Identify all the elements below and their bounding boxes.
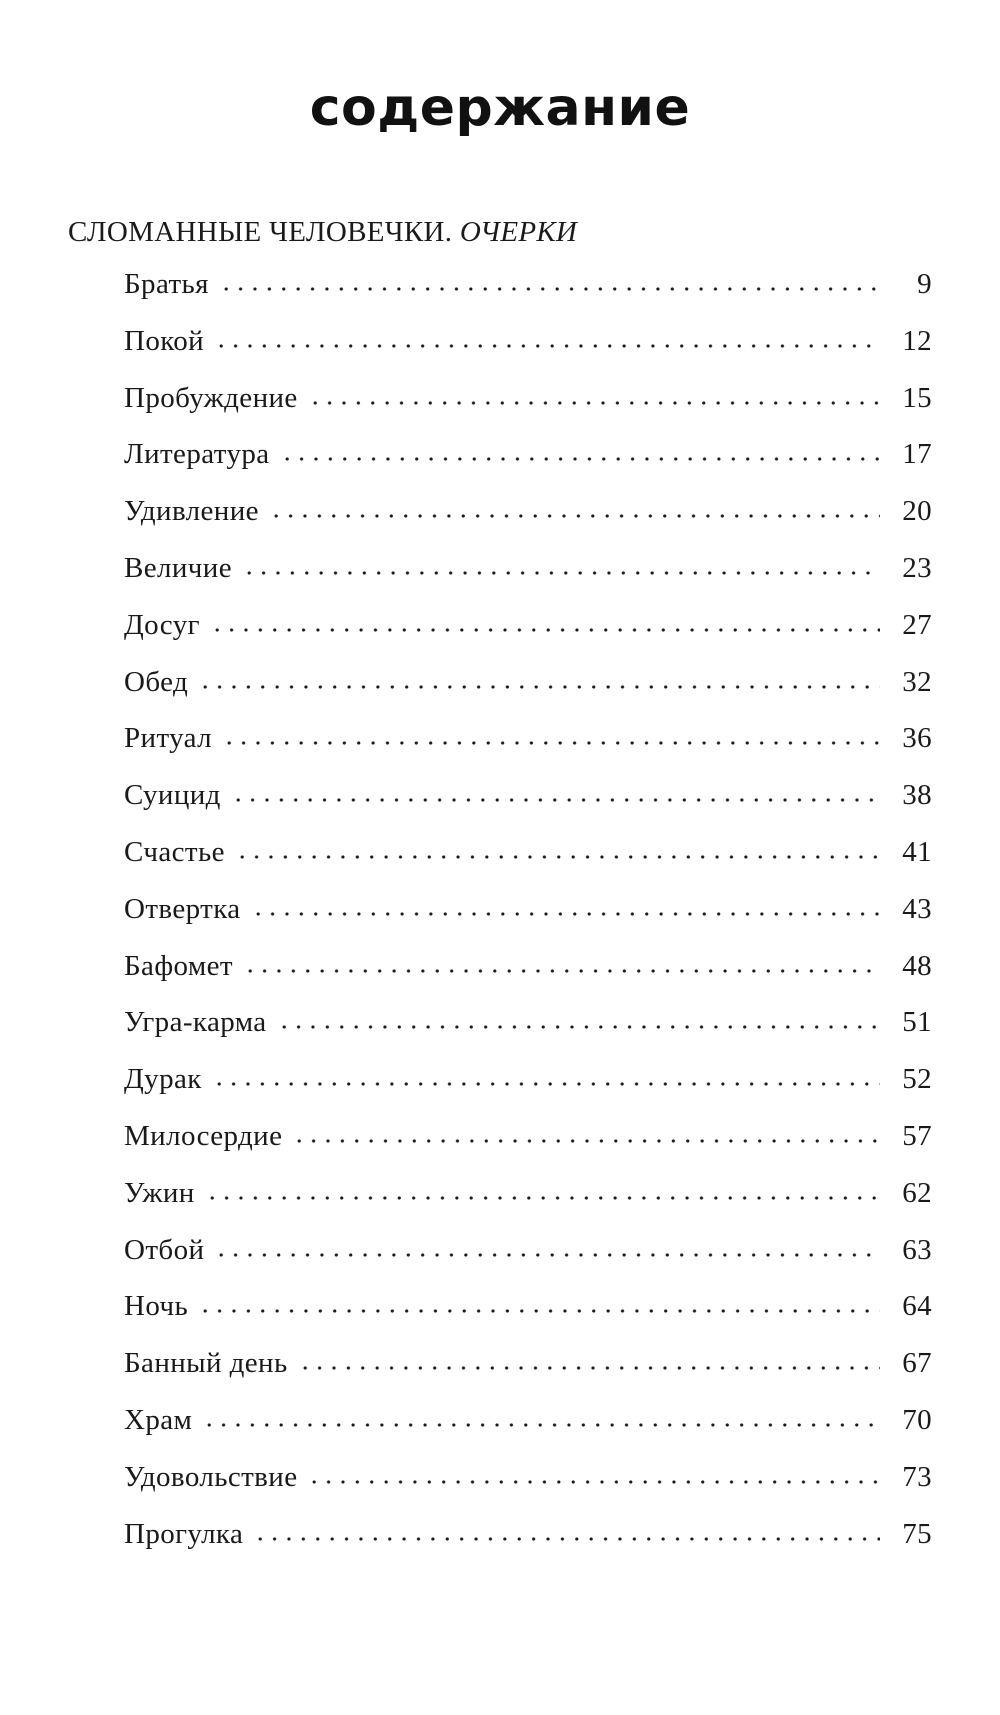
toc-entry-page-number: 52 — [902, 1063, 932, 1096]
dot-leader — [277, 1025, 880, 1029]
toc-entry-title: Храм — [124, 1403, 193, 1436]
toc-entry — [124, 1347, 932, 1404]
dot-leader — [214, 1253, 880, 1257]
dot-leader — [222, 741, 880, 745]
dot-leader — [253, 1537, 880, 1541]
toc-entry-page-number: 48 — [902, 949, 932, 982]
toc-entry-page-number: 43 — [902, 892, 932, 925]
toc-entry — [124, 325, 932, 382]
toc-entry-title: Прогулка — [124, 1517, 244, 1550]
toc-entry-title: Угра-карма — [124, 1006, 267, 1039]
toc-entry-title: Обед — [124, 665, 189, 698]
dot-leader — [202, 1423, 880, 1427]
dot-leader — [198, 1309, 880, 1313]
toc-entry-title: Суицид — [124, 779, 221, 812]
toc-entry — [124, 950, 932, 1007]
dot-leader — [205, 1196, 880, 1200]
toc-entry-title: Покой — [124, 324, 205, 357]
toc-entry-title: Удовольствие — [124, 1460, 298, 1493]
toc-entry-page-number: 38 — [902, 779, 932, 812]
toc-entry — [124, 893, 932, 950]
dot-leader — [214, 344, 880, 348]
toc-entry-page-number: 17 — [902, 438, 932, 471]
toc-entry — [124, 1177, 932, 1234]
toc-entry-page-number: 20 — [902, 495, 932, 528]
toc-entry — [124, 495, 932, 552]
toc-entry — [124, 1120, 932, 1177]
toc-entry-title: Ночь — [124, 1290, 189, 1323]
dot-leader — [251, 912, 880, 916]
toc-entry-title: Величие — [124, 551, 232, 584]
table-of-contents — [124, 268, 932, 1574]
toc-entry — [124, 1461, 932, 1518]
toc-entry — [124, 382, 932, 439]
dot-leader — [298, 1366, 880, 1370]
toc-entry — [124, 1234, 932, 1291]
toc-entry — [124, 1006, 932, 1063]
toc-entry-page-number: 9 — [917, 268, 932, 300]
section-heading — [68, 216, 577, 249]
toc-entry-page-number: 51 — [902, 1006, 932, 1039]
toc-entry — [124, 438, 932, 495]
dot-leader — [280, 457, 880, 461]
toc-entry-title: Дурак — [124, 1063, 202, 1096]
toc-entry-title: Удивление — [124, 495, 259, 528]
toc-entry-title: Банный день — [124, 1347, 288, 1380]
toc-entry-page-number: 36 — [902, 722, 932, 755]
toc-entry — [124, 666, 932, 723]
dot-leader — [231, 798, 880, 802]
toc-entry — [124, 1063, 932, 1120]
toc-entry-page-number: 41 — [902, 835, 932, 868]
section-name: СЛОМАННЫЕ ЧЕЛОВЕЧКИ. — [68, 216, 453, 248]
toc-entry-title: Ужин — [124, 1176, 195, 1209]
dot-leader — [292, 1139, 880, 1143]
toc-entry-title: Бафомет — [124, 949, 233, 982]
toc-entry — [124, 1290, 932, 1347]
section-subtitle: ОЧЕРКИ — [459, 216, 578, 248]
dot-leader — [307, 1480, 880, 1484]
toc-entry — [124, 268, 932, 325]
toc-entry-page-number: 27 — [902, 608, 932, 641]
toc-entry-title: Милосердие — [124, 1119, 283, 1152]
dot-leader — [242, 571, 880, 575]
toc-entry-page-number: 63 — [902, 1233, 932, 1266]
toc-entry-title: Пробуждение — [124, 381, 298, 414]
page-title: содержание — [309, 78, 691, 138]
toc-entry-title: Братья — [124, 268, 209, 300]
toc-entry — [124, 1518, 932, 1575]
toc-entry-page-number: 67 — [902, 1347, 932, 1380]
toc-entry — [124, 1404, 932, 1461]
toc-entry-page-number: 64 — [902, 1290, 932, 1323]
toc-entry-page-number: 70 — [902, 1403, 932, 1436]
toc-entry-page-number: 23 — [902, 551, 932, 584]
toc-entry-page-number: 15 — [902, 381, 932, 414]
dot-leader — [212, 1082, 880, 1086]
toc-entry-title: Ритуал — [124, 722, 213, 755]
toc-entry-title: Литература — [124, 438, 270, 471]
dot-leader — [308, 401, 880, 405]
toc-entry-title: Отвертка — [124, 892, 241, 925]
toc-entry-title: Отбой — [124, 1233, 205, 1266]
toc-entry-title: Счастье — [124, 835, 225, 868]
toc-entry — [124, 722, 932, 779]
dot-leader — [243, 969, 880, 973]
toc-entry-page-number: 73 — [902, 1460, 932, 1493]
toc-entry — [124, 609, 932, 666]
toc-entry-page-number: 32 — [902, 665, 932, 698]
toc-entry — [124, 779, 932, 836]
toc-entry — [124, 552, 932, 609]
toc-entry — [124, 836, 932, 893]
toc-entry-page-number: 75 — [902, 1517, 932, 1550]
dot-leader — [269, 514, 880, 518]
toc-entry-page-number: 12 — [902, 324, 932, 357]
toc-entry-page-number: 62 — [902, 1176, 932, 1209]
dot-leader — [198, 685, 880, 689]
dot-leader — [235, 855, 880, 859]
toc-entry-page-number: 57 — [902, 1119, 932, 1152]
dot-leader — [210, 628, 880, 632]
dot-leader — [219, 287, 880, 291]
toc-entry-title: Досуг — [124, 608, 200, 641]
